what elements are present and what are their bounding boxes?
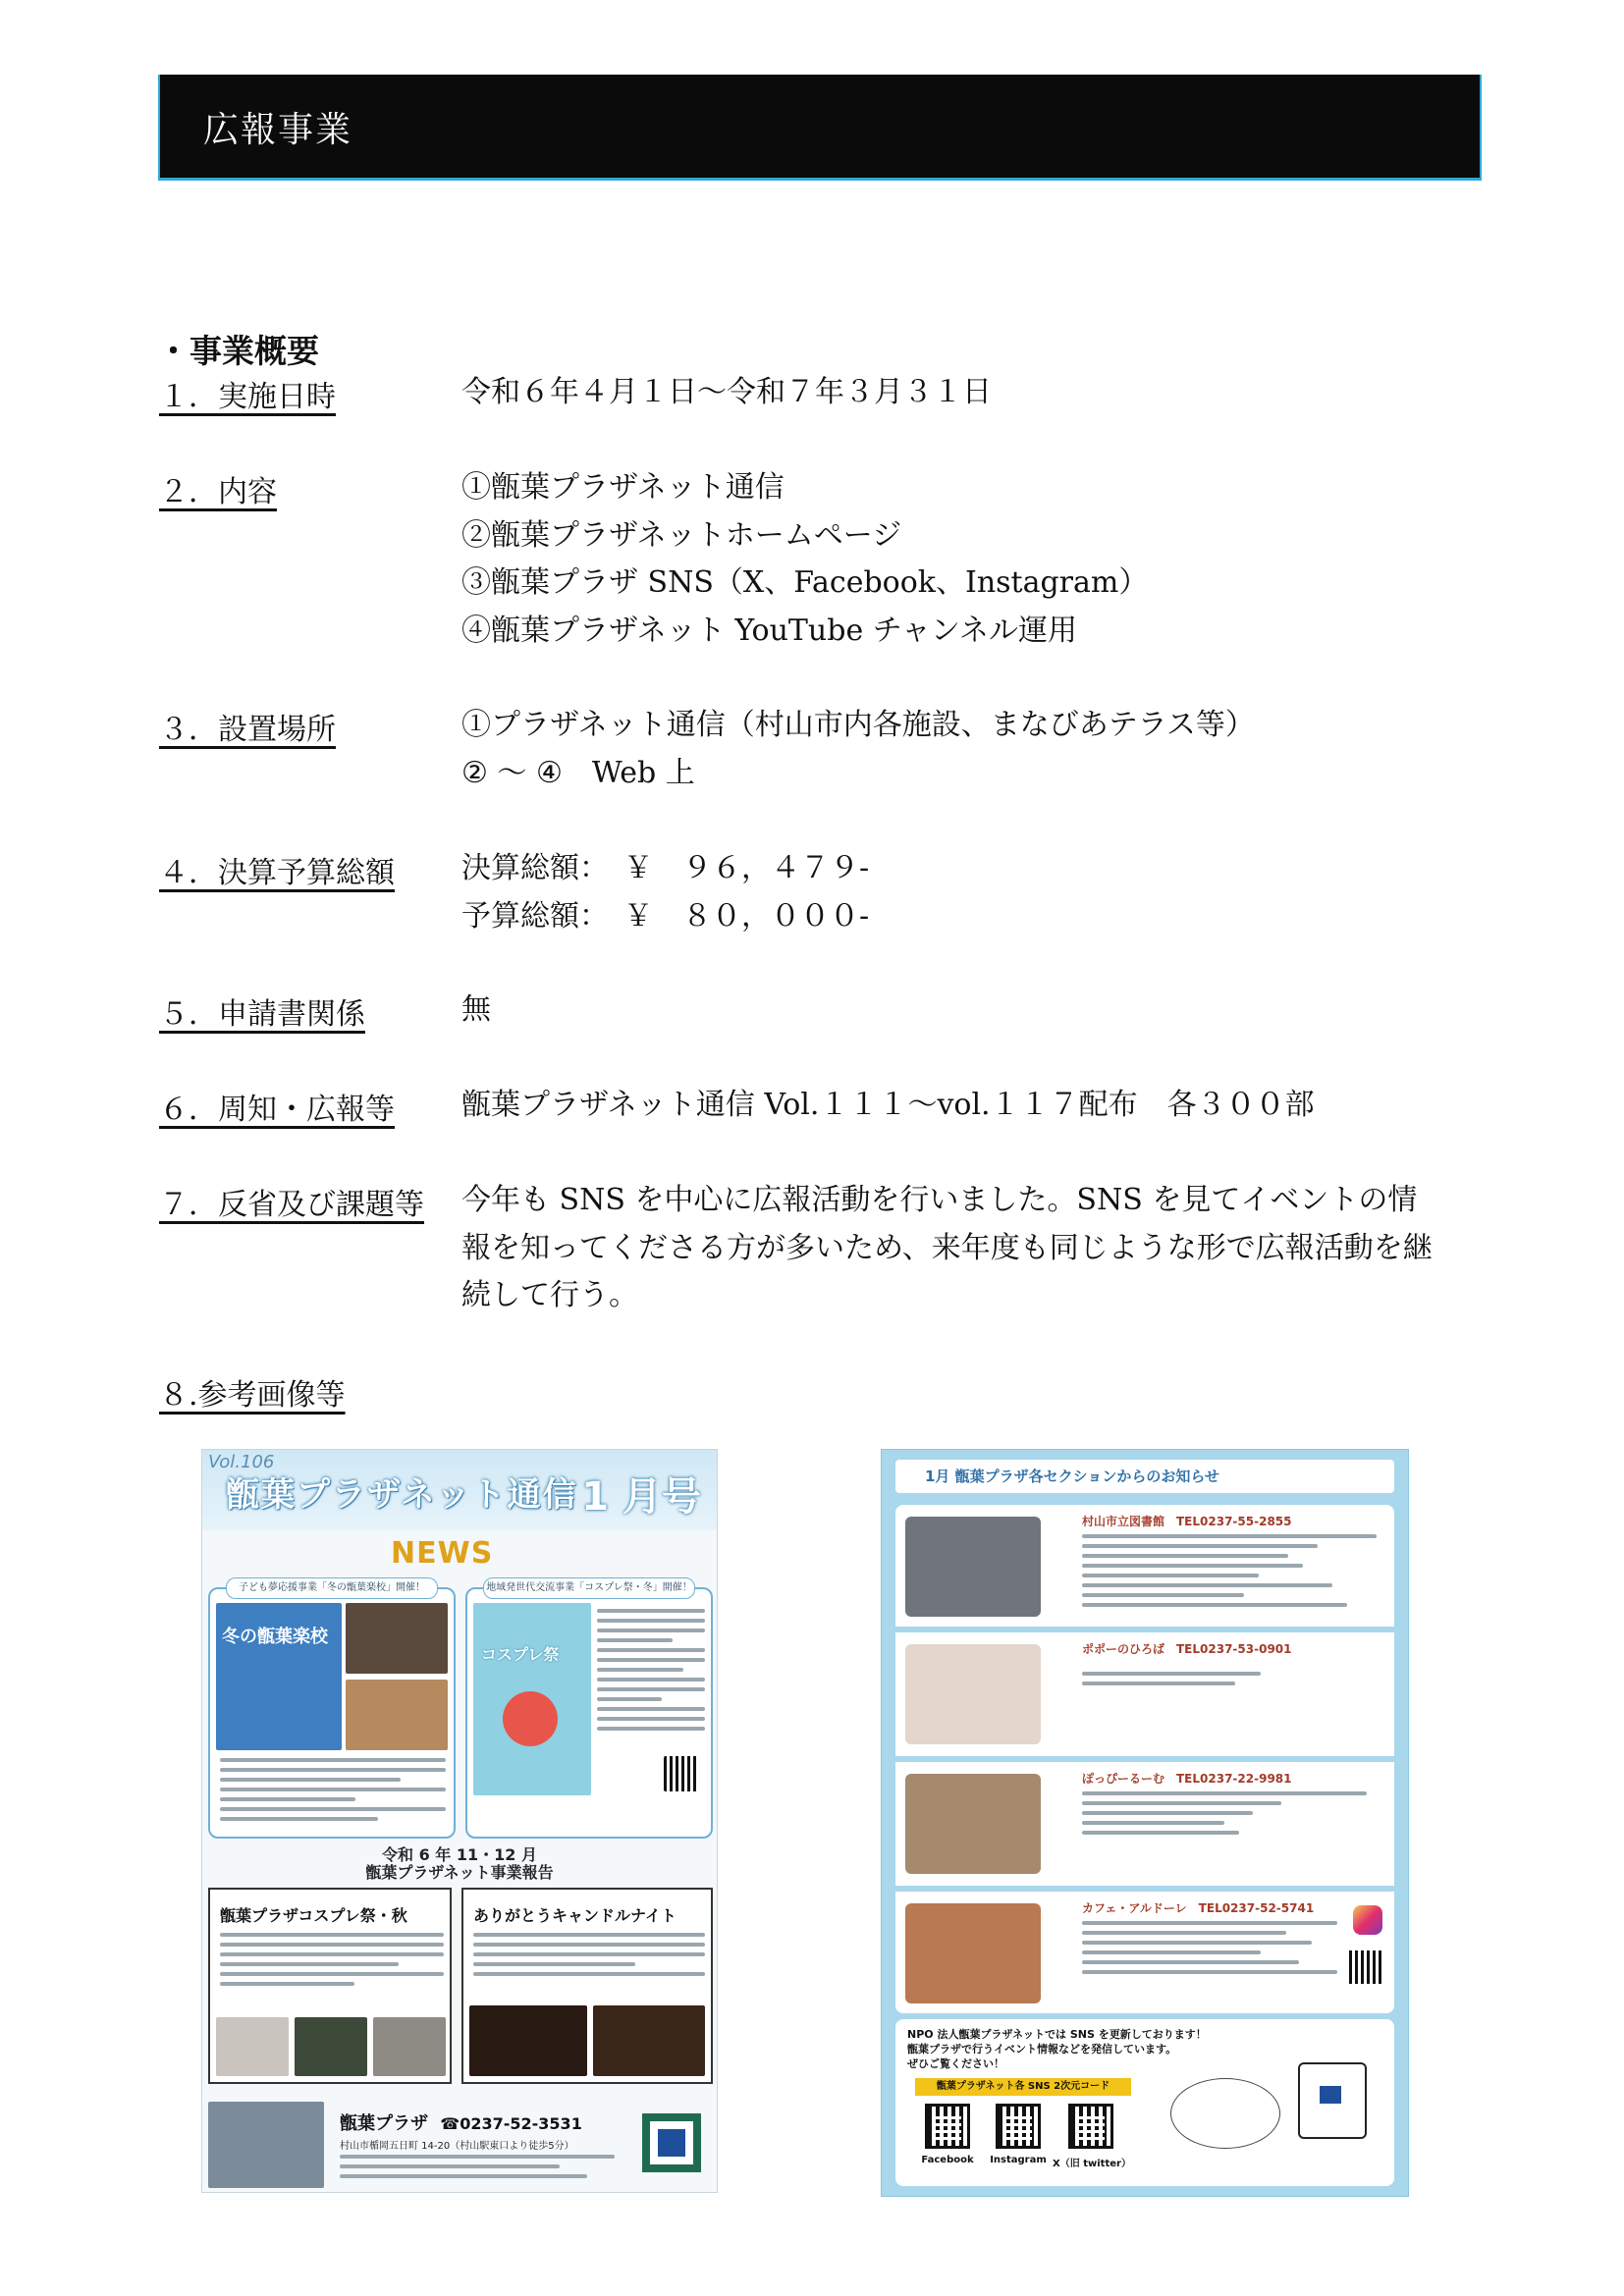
report-card-title: ありがとうキャンドルナイト <box>473 1906 677 1925</box>
event-photo <box>346 1603 448 1674</box>
row-label-content: ２．内容 <box>159 475 277 509</box>
cafe-photo <box>905 1903 1041 2003</box>
qr-label: X（旧 twitter） <box>1053 2159 1131 2169</box>
row-line: ③甑葉プラザ SNS（X、Facebook、Instagram） <box>461 565 1149 600</box>
event-photo <box>346 1680 448 1750</box>
row-line: ①プラザネット通信（村山市内各施設、まなびあテラス等） <box>461 708 1255 742</box>
section-body-text <box>1082 1921 1337 1980</box>
row-label-budget: ４．決算予算総額 <box>159 856 395 890</box>
flyer-banner <box>202 1450 717 1530</box>
report-photo <box>373 2017 446 2076</box>
row-value-date <box>461 369 992 417</box>
qr-code-image <box>1349 1950 1382 1984</box>
popo-hiroba-photo <box>905 1644 1041 1744</box>
qr-label: Facebook <box>921 2155 974 2165</box>
footer-org-name: 甑葉プラザ <box>340 2113 428 2134</box>
event-poster-image <box>216 1603 342 1750</box>
row-label-location: ３．設置場所 <box>159 713 336 747</box>
section-poppy-room <box>895 1762 1394 1886</box>
row-label-application: ５．申請書関係 <box>159 997 365 1032</box>
row-value-location <box>461 702 1255 797</box>
section-library <box>895 1505 1394 1627</box>
qr-code-image <box>664 1756 699 1791</box>
instagram-qr-image <box>996 2104 1041 2149</box>
row-line: ④甑葉プラザネット YouTube チャンネル運用 <box>461 613 1077 648</box>
flyer-right-header <box>895 1460 1394 1493</box>
row-value-application <box>461 987 491 1035</box>
report-title-line: 令和 6 年 11・12 月 <box>382 1845 537 1864</box>
flyer-body-text <box>220 1933 444 1992</box>
flyer-body-text <box>340 2155 615 2184</box>
flyer-news-heading: NEWS <box>391 1536 494 1571</box>
sns-info-line: ぜひご覧ください！ <box>907 2057 1004 2070</box>
flyer-title: 甑葉プラザネット通信 <box>226 1475 578 1515</box>
sns-info-text <box>907 2027 1207 2071</box>
row-line: 無 <box>461 992 491 1027</box>
flyer-body-text <box>220 1758 446 1827</box>
section-heading: ・事業概要 <box>157 332 319 370</box>
row-value-content <box>461 464 1148 655</box>
org-logo-icon <box>642 2113 701 2172</box>
flyer-event-tag: 子ども夢応援事業「冬の甑葉楽校」開催！ <box>226 1577 438 1599</box>
poster-title: コスプレ祭 <box>481 1645 560 1664</box>
section-name: ポポーのひろば TEL0237-53-0901 <box>1082 1642 1292 1656</box>
footer-address: 村山市楯岡五日町 14-20（村山駅東口より徒歩5分） <box>340 2141 574 2152</box>
page-header-bar <box>158 75 1482 181</box>
section-popo-hiroba <box>895 1632 1394 1756</box>
row-line: ②甑葉プラザネットホームページ <box>461 517 902 553</box>
section-news-flyer-image <box>881 1449 1409 2197</box>
flyer-right-heading: 1月 甑葉プラザ各セクションからのお知らせ <box>925 1468 1219 1485</box>
row-line: ①甑葉プラザネット通信 <box>461 470 785 505</box>
flyer-body-text <box>473 1933 705 1982</box>
row-value-publicity <box>461 1082 1315 1130</box>
row-line: 甑葉プラザネット通信 Vol.１１１～vol.１１７配布 各３００部 <box>461 1088 1315 1122</box>
newsletter-flyer-image <box>201 1449 718 2193</box>
row-label-publicity: ６．周知・広報等 <box>159 1093 395 1127</box>
flyer-event-box-2 <box>465 1582 713 1839</box>
sns-info-box <box>895 2019 1394 2186</box>
facebook-qr-image <box>925 2104 970 2149</box>
x-qr-image <box>1068 2104 1113 2149</box>
section-name: 村山市立図書館 TEL0237-55-2855 <box>1082 1515 1292 1528</box>
building-photo <box>208 2102 324 2188</box>
page-title: 広報事業 <box>203 110 353 150</box>
report-title-line: 甑葉プラザネット事業報告 <box>365 1863 554 1882</box>
instagram-icon <box>1353 1905 1382 1935</box>
row-label-review: ７．反省及び課題等 <box>159 1188 424 1222</box>
report-photo <box>295 2017 367 2076</box>
row-line: ② ～ ④ Web 上 <box>461 755 695 790</box>
section-body-text <box>1082 1534 1377 1613</box>
qr-banner: 甑葉プラザネット各 SNS 2次元コード <box>915 2078 1131 2096</box>
flyer-month: 1 月号 <box>581 1474 701 1520</box>
report-card-title: 甑葉プラザコスプレ祭・秋 <box>220 1906 407 1925</box>
row-value-budget <box>461 845 869 940</box>
row-line: 令和６年４月１日～令和７年３月３１日 <box>461 375 992 409</box>
flyer-vol: Vol.106 <box>208 1452 275 1472</box>
section-name: カフェ・アルドーレ TEL0237-52-5741 <box>1082 1901 1315 1915</box>
report-photo <box>216 2017 289 2076</box>
section-cafe-ardore <box>895 1892 1394 2013</box>
poster-title: 冬の甑葉楽校 <box>222 1627 328 1647</box>
poppy-room-photo <box>905 1774 1041 1874</box>
row-line: 予算総額： ￥ ８０，０００- <box>461 898 870 934</box>
section-body-text <box>1082 1672 1337 1691</box>
row-label-date: １．実施日時 <box>159 380 336 414</box>
row-label-images: ８.参考画像等 <box>159 1378 346 1413</box>
section-body-text <box>1082 1791 1367 1841</box>
poster-date-badge <box>503 1691 558 1746</box>
event-poster-image <box>473 1603 591 1795</box>
flyer-report-title <box>202 1846 717 1882</box>
row-line: 決算総額： ￥ ９６，４７９- <box>461 851 870 885</box>
flyer-event-box-1 <box>208 1582 456 1839</box>
flyer-report-card-2 <box>461 1888 713 2084</box>
flyer-event-tag: 地域発世代交流事業「コスプレ祭・冬」開催！ <box>483 1577 695 1599</box>
footer-tel: ☎0237-52-3531 <box>440 2114 582 2133</box>
flyer-report-card-1 <box>208 1888 452 2084</box>
report-photo <box>593 2005 705 2076</box>
sns-info-line: NPO 法人甑葉プラザネットでは SNS を更新しております！ <box>907 2028 1207 2041</box>
speech-bubble <box>1170 2078 1280 2149</box>
flyer-body-text <box>597 1609 705 1736</box>
sns-info-line: 甑葉プラザで行うイベント情報などを発信しています。 <box>907 2043 1177 2056</box>
row-value-review: 今年も SNS を中心に広報活動を行いました。SNS を見てイベントの情報を知ってくださる方が多いため、来年度も同じような形で広報活動を継続して行う。 <box>461 1183 1433 1312</box>
qr-label: Instagram <box>990 2155 1047 2165</box>
flyer-footer-name <box>340 2109 582 2135</box>
library-photo <box>905 1517 1041 1617</box>
mascot-illustration <box>1298 2062 1367 2139</box>
section-name: ぽっぴーるーむ TEL0237-22-9981 <box>1082 1772 1292 1786</box>
report-photo <box>469 2005 587 2076</box>
